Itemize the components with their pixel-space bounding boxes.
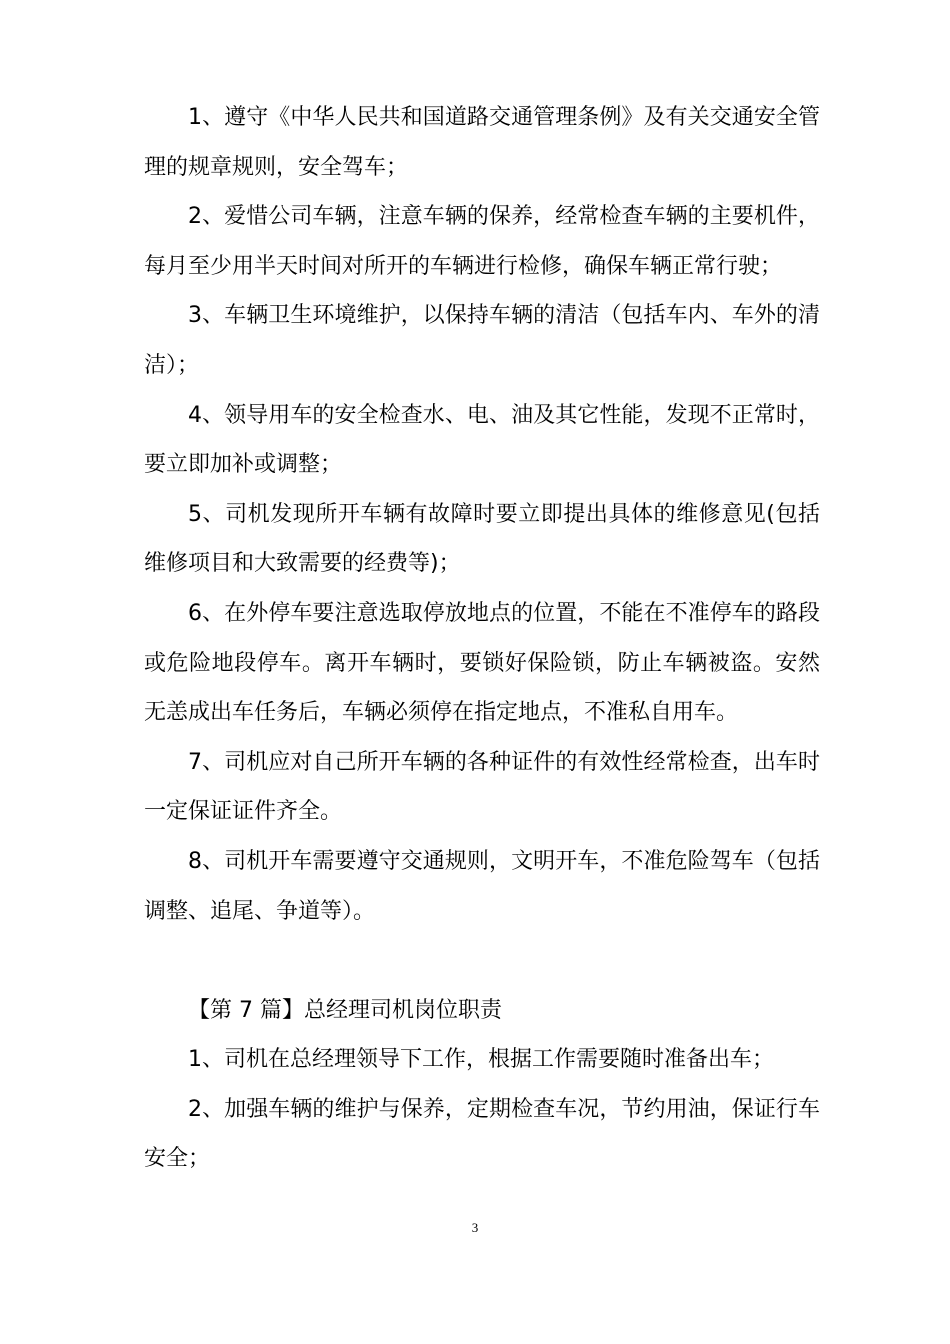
paragraph-8: 8、司机开车需要遵守交通规则，文明开车，不准危险驾车（包括调整、追尾、争道等）。 [144, 848, 820, 924]
paragraph-2: 2、爱惜公司车辆，注意车辆的保养，经常检查车辆的主要机件，每月至少用半天时间对所开的车辆进行检修，确保车辆正常行驶； [144, 204, 820, 279]
paragraph-1: 1、遵守《中华人民共和国道路交通管理条例》及有关交通安全管理的规章规则，安全驾车； [144, 105, 820, 180]
paragraph-4: 4、领导用车的安全检查水、电、油及其它性能，发现不正常时，要立即加补或调整； [144, 402, 820, 478]
paragraph-7: 7、司机应对自己所开车辆的各种证件的有效性经常检查，出车时一定保证证件齐全。 [144, 749, 820, 825]
paragraph-6: 6、在外停车要注意选取停放地点的位置，不能在不准停车的路段或危险地段停车。离开车辆时，要锁好保险锁，防止车辆被盗。安然无恙成出车任务后，车辆必须停在指定地点，不准私自用车。 [144, 600, 820, 726]
section-heading: 【第 7 篇】总经理司机岗位职责 [188, 997, 502, 1023]
document-body [144, 93, 820, 1184]
paragraph-5: 5、司机发现所开车辆有故障时要立即提出具体的维修意见(包括维修项目和大致需要的经费等)； [144, 501, 820, 577]
page-number: 3 [471, 1220, 479, 1235]
section-paragraph-2: 2、加强车辆的维护与保养，定期检查车况，节约用油，保证行车安全； [144, 1096, 820, 1172]
section-paragraph-1: 1、司机在总经理领导下工作，根据工作需要随时准备出车； [188, 1047, 774, 1073]
paragraph-3: 3、车辆卫生环境维护，以保持车辆的清洁（包括车内、车外的清洁）； [144, 303, 820, 378]
